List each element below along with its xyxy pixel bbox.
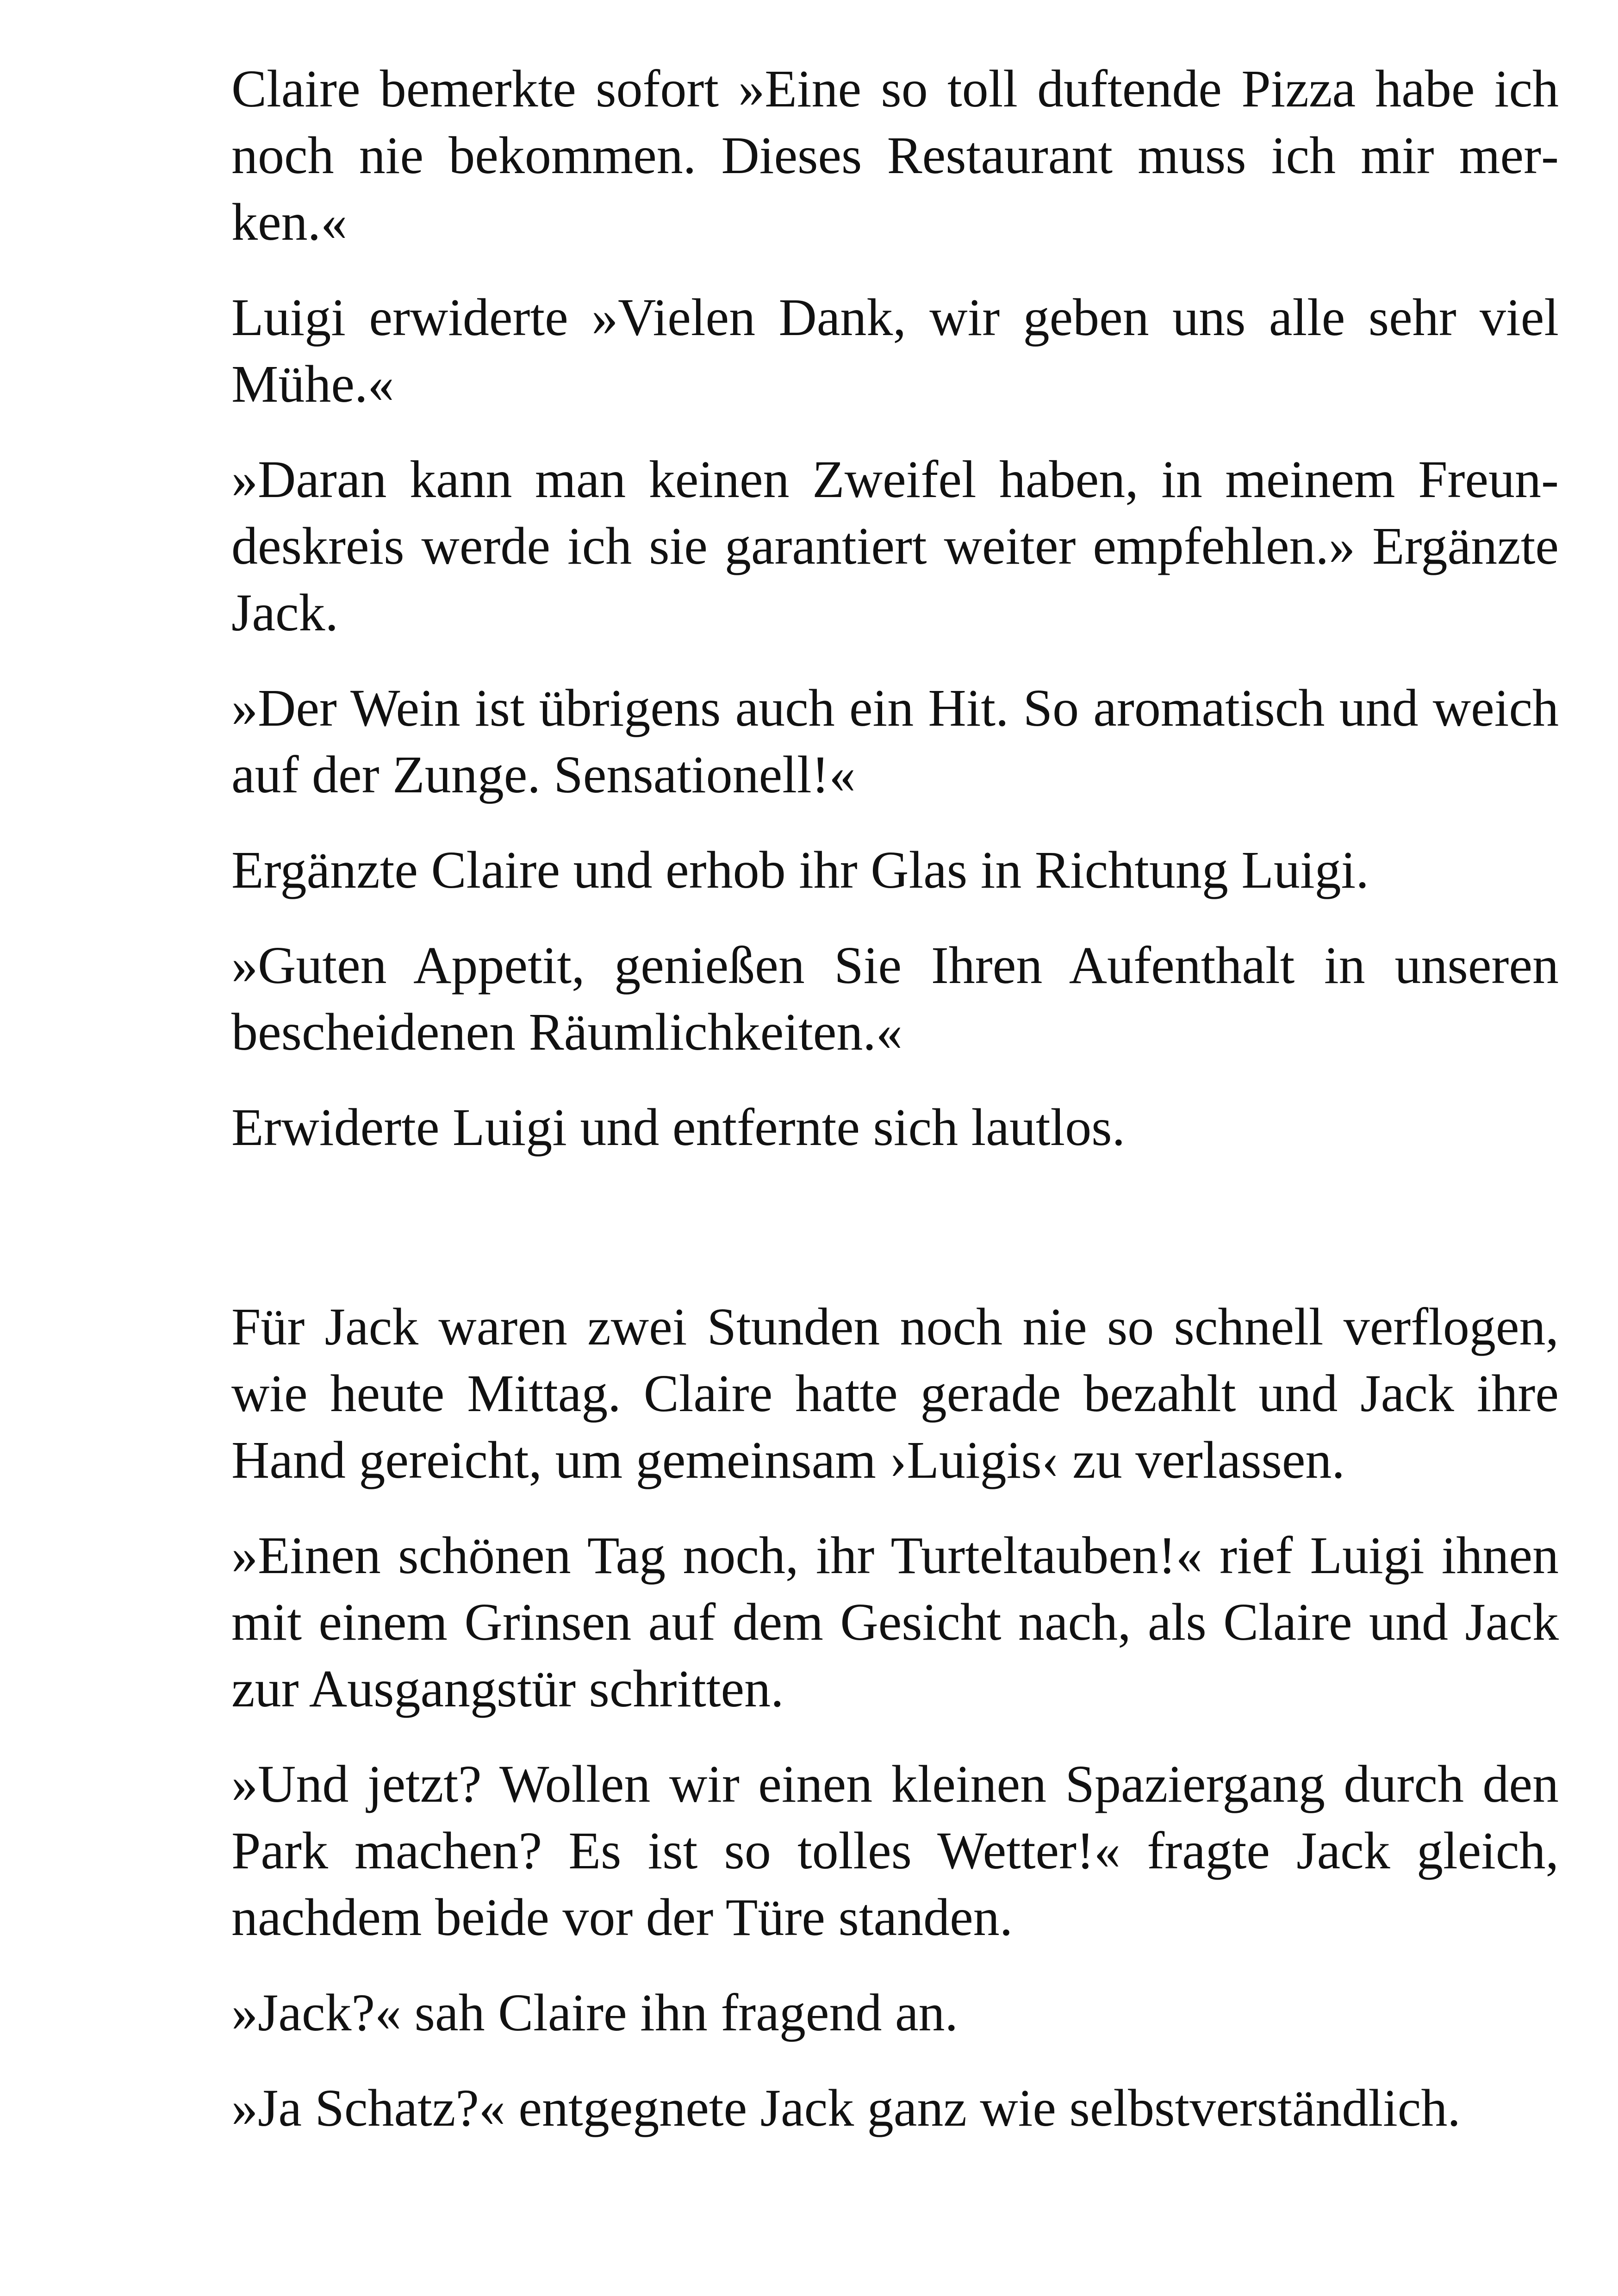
book-page	[231, 56, 1559, 2170]
paragraph-wine: »Der Wein ist übrigens auch ein Hit. So aromatisch und weich auf der Zunge. Sensationell!«	[231, 678, 1559, 804]
paragraph-jack-question: »Jack?« sah Claire ihn fragend an.	[231, 1983, 958, 2042]
paragraph-ja-schatz: »Ja Schatz?« entgegnete Jack ganz wie selbstverständlich.	[231, 2078, 1461, 2137]
paragraph-guten-appetit: »Guten Appetit, genießen Sie Ihren Aufenthalt in unseren bescheidenen Räumlichkeiten.«	[231, 936, 1559, 1061]
paragraph-two-hours: Für Jack waren zwei Stunden noch nie so schnell verflogen, wie heute Mittag. Claire hatte gerade bezahlt und Jack ihre Hand gereicht, um gemeinsam ›Luigis‹ zu verlassen.	[231, 1297, 1559, 1489]
paragraph-spaziergang: »Und jetzt? Wollen wir einen kleinen Spaziergang durch den Park machen? Es ist so tolles Wetter!« fragte Jack gleich, nachdem beide vor der Türe standen.	[231, 1755, 1559, 1947]
paragraph-luigi-leaves: Erwiderte Luigi und entfernte sich lautlos.	[231, 1098, 1126, 1157]
section-break	[231, 1189, 1559, 1294]
paragraph-turteltauben: »Einen schönen Tag noch, ihr Turteltauben!« rief Luigi ihnen mit einem Grinsen auf dem Gesicht nach, als Claire und Jack zur Ausgangstür schritten.	[231, 1526, 1559, 1718]
paragraph-claire-pizza: Claire bemerkte sofort »Eine so toll duftende Pizza habe ich noch nie bekommen. Dieses Restaurant muss ich mir merken.«	[231, 59, 1559, 251]
paragraph-luigi-thanks: Luigi erwiderte »Vielen Dank, wir geben uns alle sehr viel Mühe.«	[231, 288, 1559, 413]
paragraph-jack-recommend: »Daran kann man keinen Zweifel haben, in meinem Freundeskreis werde ich sie garantiert weiter empfehlen.» Ergänzte Jack.	[231, 450, 1559, 642]
paragraph-claire-glass: Ergänzte Claire und erhob ihr Glas in Richtung Luigi.	[231, 840, 1369, 899]
